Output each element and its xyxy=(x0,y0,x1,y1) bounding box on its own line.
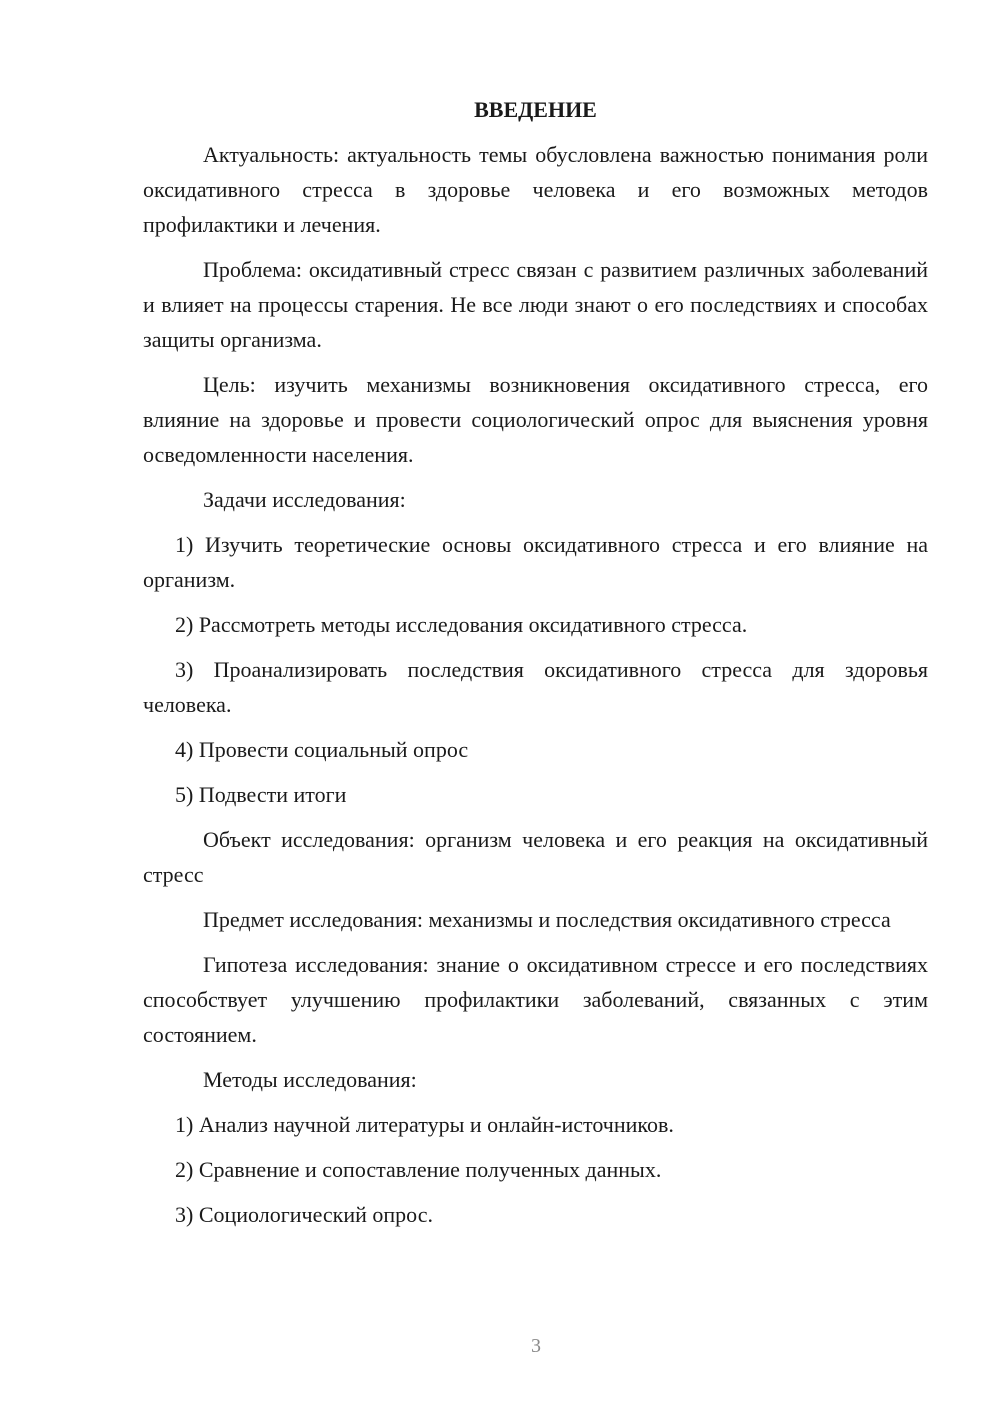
methods-heading: Методы исследования: xyxy=(203,1067,417,1092)
page-content xyxy=(143,92,928,1242)
task-item: 3) Проанализировать последствия оксидативного стресса для здоровья человека. xyxy=(143,657,928,717)
method-item: 2) Сравнение и сопоставление полученных данных. xyxy=(175,1157,662,1182)
subject-paragraph: Предмет исследования: механизмы и последствия оксидативного стресса xyxy=(203,907,891,932)
task-item: 5) Подвести итоги xyxy=(175,782,347,807)
task-item: 2) Рассмотреть методы исследования оксидативного стресса. xyxy=(175,612,748,637)
method-item: 3) Социологический опрос. xyxy=(175,1202,433,1227)
relevance-paragraph: Актуальность: актуальность темы обусловлена важностью понимания роли оксидативного стресса в здоровье человека и его возможных методов профилактики и лечения. xyxy=(143,142,928,237)
method-item: 1) Анализ научной литературы и онлайн-источников. xyxy=(175,1112,674,1137)
task-item: 4) Провести социальный опрос xyxy=(175,737,469,762)
goal-paragraph: Цель: изучить механизмы возникновения оксидативного стресса, его влияние на здоровье и провести социологический опрос для выяснения уровня осведомленности населения. xyxy=(143,372,928,467)
task-item: 1) Изучить теоретические основы оксидативного стресса и его влияние на организм. xyxy=(143,532,928,592)
page-number: 3 xyxy=(531,1335,541,1357)
problem-paragraph: Проблема: оксидативный стресс связан с развитием различных заболеваний и влияет на процессы старения. Не все люди знают о его последствиях и способах защиты организма. xyxy=(143,257,928,352)
object-paragraph: Объект исследования: организм человека и его реакция на оксидативный стресс xyxy=(143,827,928,887)
page-title: ВВЕДЕНИЕ xyxy=(474,97,597,122)
tasks-heading: Задачи исследования: xyxy=(203,487,406,512)
hypothesis-paragraph: Гипотеза исследования: знание о оксидативном стрессе и его последствиях способствует улучшению профилактики заболеваний, связанных с этим состоянием. xyxy=(143,952,928,1047)
